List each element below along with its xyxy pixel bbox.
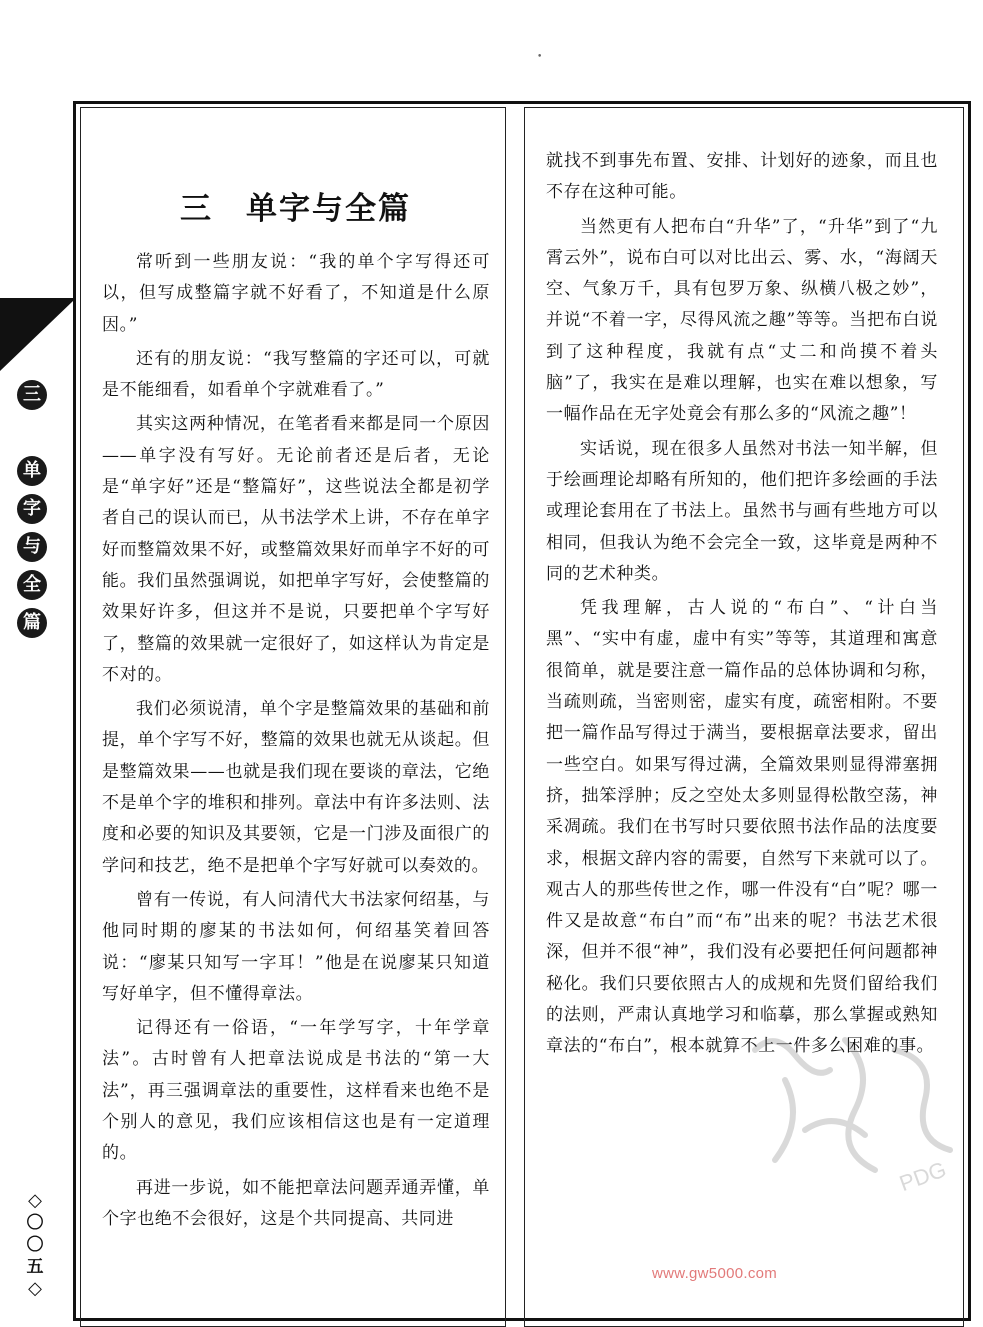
side-tab-char: 全	[17, 570, 47, 600]
side-tab-char: 与	[17, 532, 47, 562]
paragraph: 再进一步说，如不能把章法问题弄通弄懂，单个字也绝不会很好，这是个共同提高、共同进	[102, 1177, 490, 1229]
paragraph: 常听到一些朋友说：“我的单个字写得还可以，但写成整篇字就不好看了，不知道是什么原因。”	[102, 252, 490, 335]
paragraph-continuation: 就找不到事先布置、安排、计划好的迹象，而且也不存在这种可能。	[546, 151, 938, 203]
diamond-ornament-icon: ◇	[28, 1190, 42, 1211]
side-tab-number: 三	[17, 380, 47, 410]
side-tab-triangle	[0, 301, 73, 371]
side-tab-char: 篇	[17, 608, 47, 638]
top-dot-mark: •	[537, 52, 543, 62]
side-tab-char: 单	[17, 456, 47, 486]
paragraph: 还有的朋友说：“我写整篇的字还可以，可就是不能细看，如看单个字就难看了。”	[102, 348, 490, 401]
paragraph: 凭我理解，古人说的“布白”、“计白当黑”、“实中有虚，虚中有实”等等，其道理和寓意很简单，就是要注意一篇作品的总体协调和匀称，当疏则疏，当密则密，虚实有度，疏密相附。不要把一篇作品写得过于满当，要根据章法要求，留出一些空白。如果写得过满，全篇效果则显得滞塞拥挤，拙笨浮肿；反之空处太多则显得松散空荡，神采凋疏。我们在书写时只要依照书法作品的法度要求，根据文辞内容的需要，自然写下来就可以了。观古人的那些传世之作，哪一件没有“白”呢？哪一件又是故意“布白”而“布”出来的呢？书法艺术很深，但并不很“神”，我们没有必要把任何问题都神秘化。我们只要依照古人的成规和先贤们留给我们的法则，严肃认真地学习和临摹，那么掌握或熟知章法的“布白”，根本就算不上一件多么困难的事。	[546, 598, 938, 1057]
watermark-url: www.gw5000.com	[652, 1265, 778, 1282]
paragraph: 我们必须说清，单个字是整篇效果的基础和前提，单个字写不好，整篇的效果也就无从谈起。但是整篇效果——也就是我们现在要谈的章法，它绝不是单个字的堆积和排列。章法中有许多法则、法度和必要的知识及其要领，它是一门涉及面很广的学问和技艺，绝不是把单个字写好就可以奏效的。	[102, 699, 490, 876]
chapter-title: 三 单字与全篇	[180, 191, 411, 227]
paragraph: 记得还有一俗语，“一年学写字，十年学章法”。古时曾有人把章法说成是书法的“第一大法”，再三强调章法的重要性，这样看来也绝不是个别人的意见，我们应该相信这也是有一定道理的。	[102, 1018, 490, 1164]
page-number-digit: 〇	[26, 1213, 44, 1233]
page-number	[20, 1190, 50, 1300]
diamond-ornament-icon: ◇	[28, 1278, 42, 1299]
paragraph: 实话说，现在很多人虽然对书法一知半解，但于绘画理论却略有所知的，他们把许多绘画的手法或理论套用在了书法上。虽然书与画有些地方可以相同，但我认为绝不会完全一致，这毕竟是两种不同的艺术种类。	[546, 438, 938, 584]
left-column-text	[102, 247, 490, 1238]
right-column-text	[546, 146, 938, 1066]
page-number-digit: 〇	[26, 1235, 44, 1255]
side-tab-char: 字	[17, 494, 47, 524]
page-number-digit: 五	[26, 1257, 44, 1277]
paragraph: 曾有一传说，有人问清代大书法家何绍基，与他同时期的廖某的书法如何，何绍基笑着回答说：“廖某只知写一字耳！”他是在说廖某只知道写好单字，但不懂得章法。	[102, 889, 490, 1004]
svg-text:PDG: PDG	[896, 1156, 950, 1197]
side-tab-chapter-label	[14, 380, 50, 646]
watermark-stamp-icon	[735, 1010, 975, 1200]
paragraph: 当然更有人把布白“升华”了，“升华”到了“九霄云外”，说布白可以对比出云、雾、水，“海阔天空、气象万千，具有包罗万象、纵横八极之妙”，并说“不着一字，尽得风流之趣”等等。当把布白说到了这种程度，我就有点“丈二和尚摸不着头脑”了，我实在是难以理解，也实在难以想象，写一幅作品在无字处竟会有那么多的“风流之趣”！	[546, 216, 938, 425]
paragraph: 其实这两种情况，在笔者看来都是同一个原因——单字没有写好。无论前者还是后者，无论是“单字好”还是“整篇好”，这些说法全都是初学者自己的误认而已，从书法学术上讲，不存在单字好而整篇效果不好，或整篇效果好而单字不好的可能。我们虽然强调说，如把单字写好，会使整篇的效果好许多，但这并不是说，只要把单个字写好了，整篇的效果就一定很好了，如这样认为肯定是不对的。	[102, 414, 490, 685]
